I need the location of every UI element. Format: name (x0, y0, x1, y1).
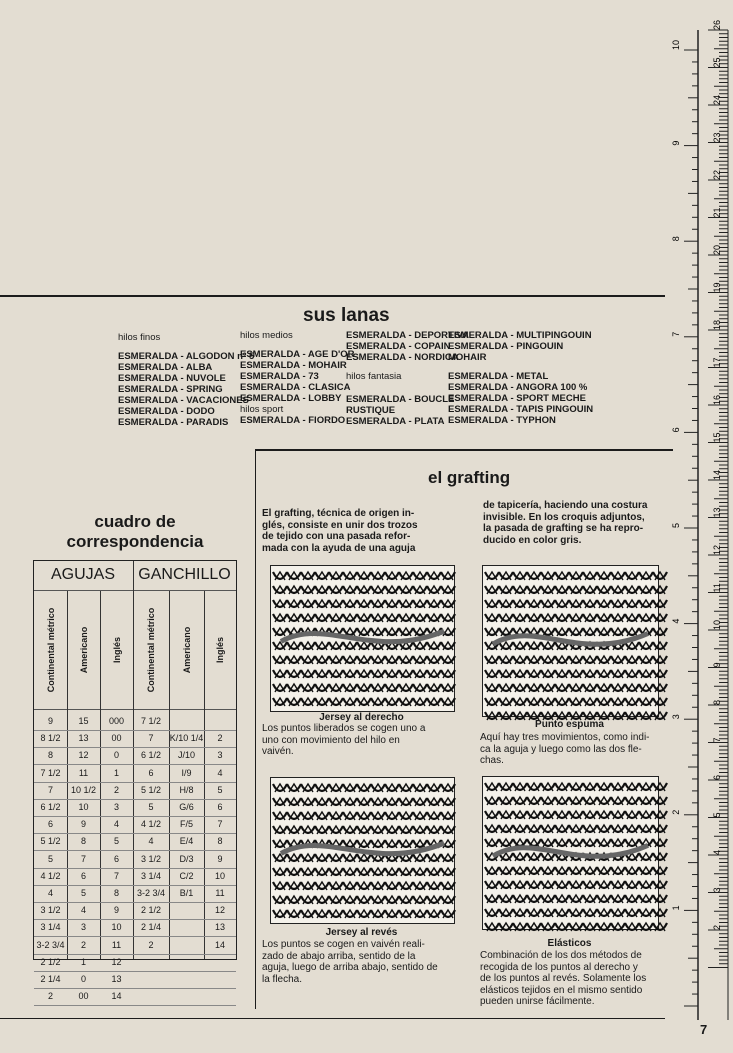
table-cell: 9 (217, 853, 223, 864)
yarn-item: ESMERALDA - VACACIONES (118, 395, 249, 406)
jersey-derecho-description (262, 723, 425, 758)
cm-label: 19 (712, 282, 722, 293)
yarn-item: ESMERALDA - SPORT MECHE (448, 393, 586, 404)
lanas-title: sus lanas (303, 305, 390, 326)
elasticos-caption: Elásticos (547, 938, 592, 949)
intro-line: ducido en color gris. (483, 534, 582, 546)
row-line (34, 1005, 236, 1006)
table-cell: 2 1/4 (140, 922, 162, 933)
hilos-medios-column (240, 330, 355, 426)
description-line: uno con movimiento del hilo en (262, 734, 400, 746)
cuadro-title (40, 512, 230, 552)
description-line: Combinación de los dos métodos de (480, 950, 642, 961)
extra-list (448, 330, 593, 363)
cm-label: 22 (712, 169, 722, 180)
table-cell: 7 (217, 819, 223, 830)
table-cell: 2 1/2 (140, 905, 162, 916)
yarn-item: ESMERALDA - PINGOUIN (448, 341, 564, 352)
table-cell: 2 1/2 (40, 956, 61, 967)
table-cell: 6 1/2 (140, 750, 162, 761)
table-cell: 10 (111, 922, 122, 933)
inch-label: 5 (671, 522, 681, 528)
table-cell: 13 (78, 733, 89, 744)
yarn-item: ESMERALDA - LOBBY (240, 393, 342, 404)
table-cell: 4 (80, 905, 86, 916)
cm-label: 26 (712, 19, 722, 30)
table-cell: 2 (217, 733, 223, 744)
table-cell: 0 (80, 974, 86, 984)
description-line: ca la aguja y luego como las dos fle- (480, 743, 642, 755)
table-cell: 6 (80, 870, 86, 881)
cuadro-title-line1: cuadro de (94, 512, 176, 531)
column-header (133, 591, 169, 709)
table-cell: 4 1/2 (140, 819, 162, 830)
table-cell: 11 (215, 888, 225, 898)
inch-label: 2 (671, 809, 681, 815)
yarn-item: ESMERALDA - TAPIS PINGOUIN (448, 404, 594, 415)
cm-label: 20 (712, 244, 722, 255)
description-line: Los puntos liberados se cogen uno a (262, 723, 426, 734)
intro-line: invisible. En los croquis adjuntos, (483, 511, 645, 523)
table-cell: 3 1/4 (140, 870, 162, 881)
yarn-item: ESMERALDA - PARADIS (118, 417, 229, 428)
column-header-label: Inglés (215, 636, 225, 664)
description-line: recogida de los puntos al derecho y (480, 961, 638, 973)
inch-label: 4 (671, 618, 681, 624)
table-cell: 9 (80, 819, 86, 830)
table-cell: 6 1/2 (40, 802, 61, 812)
table-cell: 00 (78, 991, 89, 1002)
table-cell: 8 (80, 836, 86, 847)
table-cell: 8 (113, 888, 119, 898)
table-cell: 10 (214, 870, 225, 881)
punto-espuma-caption: Punto espuma (535, 719, 604, 730)
table-cell: 4 1/2 (40, 870, 61, 881)
cm-label: 16 (712, 394, 722, 405)
table-cell: F/5 (179, 819, 193, 830)
table-cell: B/1 (179, 888, 194, 898)
cm-label: 13 (712, 507, 722, 518)
bottom-divider (0, 1018, 665, 1019)
description-line: de los puntos al revés. Solamente los (480, 973, 647, 984)
cm-label: 5 (712, 812, 722, 818)
table-cell: 000 (108, 716, 125, 726)
inch-label: 3 (671, 714, 681, 720)
top-divider (0, 295, 665, 297)
table-cell: 7 (148, 733, 154, 744)
hilos-extra-column (448, 330, 593, 426)
jersey-reves-illustration (270, 777, 455, 924)
table-cell: 11 (78, 767, 89, 778)
table-cell: 3 (80, 922, 86, 933)
table-cell: 4 (148, 836, 154, 847)
cm-label: 12 (712, 544, 722, 555)
cm-label: 11 (712, 583, 722, 593)
yarn-item: ESMERALDA - DEPORTIVA (346, 330, 469, 341)
table-cell: 10 1/2 (70, 784, 97, 795)
table-cell: 5 (217, 784, 223, 795)
table-cell: 10 (78, 802, 89, 812)
table-cell: 2 1/4 (40, 974, 61, 984)
intro-line: la pasada de grafting se ha repro- (483, 523, 644, 534)
column-header-label: Inglés (111, 636, 122, 664)
table-cell: 12 (111, 956, 122, 967)
table-cell: 13 (214, 922, 225, 933)
table-cell: 8 1/2 (40, 733, 61, 744)
column-header (204, 591, 236, 709)
yarn-item: ESMERALDA - ALGODON nº 5 (118, 351, 255, 362)
column-header (169, 591, 204, 709)
intro-line: El grafting, técnica de origen in- (262, 508, 415, 519)
ganchillo-header: GANCHILLO (138, 566, 231, 583)
description-line: chas. (480, 755, 504, 766)
table-cell: 7 1/2 (140, 716, 162, 726)
yarn-item: ESMERALDA - MULTIPINGOUIN (448, 330, 592, 341)
yarn-item: ESMERALDA - BOUCLE (346, 394, 455, 405)
table-cell: 15 (78, 716, 89, 726)
table-cell: 7 (47, 784, 53, 795)
table-cell: J/10 (177, 750, 195, 761)
cm-label: 21 (712, 207, 722, 218)
description-line: Los puntos se cogen en vaivén reali- (262, 939, 425, 950)
grafting-title: el grafting (428, 468, 511, 487)
hilos-sport-list (240, 415, 355, 426)
table-cell: H/8 (179, 784, 194, 795)
punto-espuma-description (480, 732, 650, 767)
cm-label: 17 (712, 357, 722, 368)
table-cell: 2 (148, 939, 154, 950)
table-cell: 3 1/4 (40, 922, 61, 933)
yarn-item: ESMERALDA - ANGORA 100 % (448, 382, 588, 393)
cm-label: 6 (712, 774, 722, 780)
cm-label: 14 (712, 469, 722, 480)
column-divider (255, 449, 256, 1009)
table-cell: 12 (214, 905, 225, 916)
grafting-intro-right (483, 500, 648, 546)
hilos-finos-column (118, 332, 254, 428)
description-line: pueden unirse fácilmente. (480, 996, 595, 1007)
inch-label: 9 (671, 140, 681, 146)
jersey-reves-caption: Jersey al revés (325, 927, 398, 938)
hilos-medios-list (240, 349, 355, 404)
hilos-finos-header: hilos finos (118, 332, 161, 343)
table-cell: G/6 (179, 802, 194, 812)
table-cell: 5 (47, 853, 53, 864)
description-line: elásticos tejidos en el mismo sentido (480, 984, 643, 996)
table-cell: 0 (113, 750, 119, 761)
yarn-item: ESMERALDA - FIORDO (240, 415, 346, 426)
intro-line: de tapicería, haciendo una costura (483, 500, 648, 511)
intro-line: de tejido con una pasada refor- (262, 531, 411, 542)
knit-pattern-icon (271, 566, 454, 711)
yarn-item: ESMERALDA - NUVOLE (118, 373, 226, 384)
cm-label: 23 (712, 132, 722, 143)
column-header-label: Americano (78, 626, 89, 674)
column-header-label: Americano (181, 626, 192, 674)
hilos-sport-header: hilos sport (240, 404, 284, 415)
cm-label: 7 (712, 737, 722, 743)
yarn-item: ESMERALDA - CLASICA (240, 382, 351, 393)
knit-pattern-icon (271, 778, 454, 923)
table-cell: 8 (217, 836, 223, 847)
yarn-item: ESMERALDA - COPAIN (346, 341, 451, 352)
table-cell: 5 (80, 888, 86, 898)
table-cell: 5 (113, 836, 119, 847)
elasticos-description (480, 950, 646, 1008)
column-header (100, 591, 133, 709)
cm-label: 24 (712, 94, 722, 105)
grafting-intro-left (262, 508, 418, 554)
table-cell: 2 (113, 784, 119, 795)
hilos-finos-list (118, 351, 254, 428)
cm-label: 9 (712, 662, 722, 668)
table-cell: 3 (113, 802, 119, 812)
table-cell: 4 (113, 819, 119, 830)
cm-label: 15 (712, 432, 722, 443)
inch-label: 8 (671, 236, 681, 242)
table-cell: 9 (113, 905, 119, 916)
table-cell: 14 (214, 939, 225, 950)
yarn-item: MOHAIR (448, 352, 487, 363)
table-cell: 1 (80, 956, 86, 967)
punto-espuma-illustration (482, 565, 659, 717)
cm-label: 4 (712, 849, 722, 855)
description-line: aguja, luego de arriba abajo, sentido de (262, 962, 438, 973)
cuadro-title-line2: correspondencia (66, 532, 204, 551)
cm-label: 2 (712, 924, 722, 930)
description-line: vaivén. (262, 746, 294, 757)
cm-label: 25 (712, 57, 722, 68)
knit-pattern-icon (483, 777, 658, 929)
table-cell: 4 (217, 767, 223, 778)
description-line: Aquí hay tres movimientos, como indi- (480, 732, 650, 743)
table-cell: 1 (113, 767, 119, 778)
description-line: zado de abajo arriba, sentido de la (262, 950, 416, 962)
yarn-item: ESMERALDA - SPRING (118, 384, 223, 395)
elasticos-illustration (482, 776, 659, 930)
table-cell: 6 (47, 819, 53, 830)
table-cell: 5 1/2 (40, 836, 61, 847)
table-cell: 2 (80, 939, 86, 950)
column-header-label: Continental métrico (45, 607, 56, 693)
column-header-label: Continental métrico (146, 607, 156, 693)
extra2-list (448, 371, 593, 426)
table-cell: 7 1/2 (40, 767, 61, 778)
table-cell: 7 (80, 853, 86, 864)
cm-label: 10 (712, 619, 722, 630)
table-cell: 13 (111, 974, 122, 984)
table-cell: D/3 (179, 853, 194, 864)
yarn-item: ESMERALDA - NORDICA (346, 352, 459, 363)
table-cell: 9 (47, 716, 53, 726)
inch-label: 1 (671, 905, 681, 911)
table-cell: 3-2 3/4 (36, 939, 65, 950)
table-cell: 12 (78, 750, 89, 761)
inch-label: 6 (671, 427, 681, 433)
table-cell: 00 (111, 733, 122, 744)
jersey-reves-description (262, 939, 438, 985)
jersey-derecho-caption: Jersey al derecho (319, 712, 404, 723)
jersey-derecho-illustration (270, 565, 455, 712)
yarn-item: ESMERALDA - ALBA (118, 362, 213, 373)
table-cell: 3-2 3/4 (136, 888, 166, 898)
measuring-ruler (671, 19, 728, 1020)
table-cell: 3 (217, 750, 223, 761)
table-cell: 5 1/2 (140, 784, 162, 795)
column-header (67, 591, 100, 709)
table-cell: 3 1/2 (40, 905, 61, 916)
column-header (34, 591, 67, 709)
agujas-header: AGUJAS (50, 566, 115, 583)
table-cell: 6 (113, 853, 119, 864)
yarn-item: ESMERALDA - TYPHON (448, 415, 556, 426)
yarn-item: ESMERALDA - PLATA (346, 416, 445, 427)
intro-line: glés, consiste en unir dos trozos (262, 519, 418, 531)
table-cell: K/10 1/4 (169, 733, 204, 744)
table-cell: 6 (217, 802, 223, 812)
table-cell: 7 (113, 870, 119, 881)
knit-pattern-icon (483, 566, 658, 716)
hilos-medios-header: hilos medios (240, 330, 293, 341)
yarn-item: ESMERALDA - 73 (240, 371, 319, 382)
inch-label: 7 (671, 331, 681, 337)
table-cell: 4 (47, 888, 53, 898)
intro-line: mada con la ayuda de una aguja (262, 542, 416, 554)
table-cell: 2 (47, 991, 53, 1002)
table-cell: 14 (111, 991, 122, 1002)
table-cell: 11 (111, 939, 122, 950)
description-line: la flecha. (262, 973, 303, 985)
yarn-item: ESMERALDA - AGE D'OR (240, 349, 355, 360)
table-header-line (34, 709, 236, 710)
table-cell: 6 (148, 767, 154, 778)
yarn-item: ESMERALDA - METAL (448, 371, 549, 382)
table-cell: 8 (47, 750, 53, 761)
table-cell: C/2 (179, 870, 194, 881)
yarn-item: ESMERALDA - DODO (118, 406, 215, 417)
mid-divider (255, 449, 673, 451)
table-cell: 5 (148, 802, 154, 812)
yarn-item: ESMERALDA - MOHAIR (240, 360, 347, 371)
yarn-item: RUSTIQUE (346, 405, 396, 416)
hilos-fantasia-header: hilos fantasia (346, 371, 402, 382)
correspondence-table (33, 560, 237, 1002)
table-cell: I/9 (181, 767, 192, 778)
cm-label: 18 (712, 319, 722, 330)
table-cell: E/4 (179, 836, 194, 847)
page-number: 7 (700, 1022, 708, 1037)
cm-label: 3 (712, 887, 722, 893)
table-cell: 3 1/2 (140, 853, 162, 864)
cm-label: 8 (712, 699, 722, 705)
inch-label: 10 (671, 39, 681, 50)
